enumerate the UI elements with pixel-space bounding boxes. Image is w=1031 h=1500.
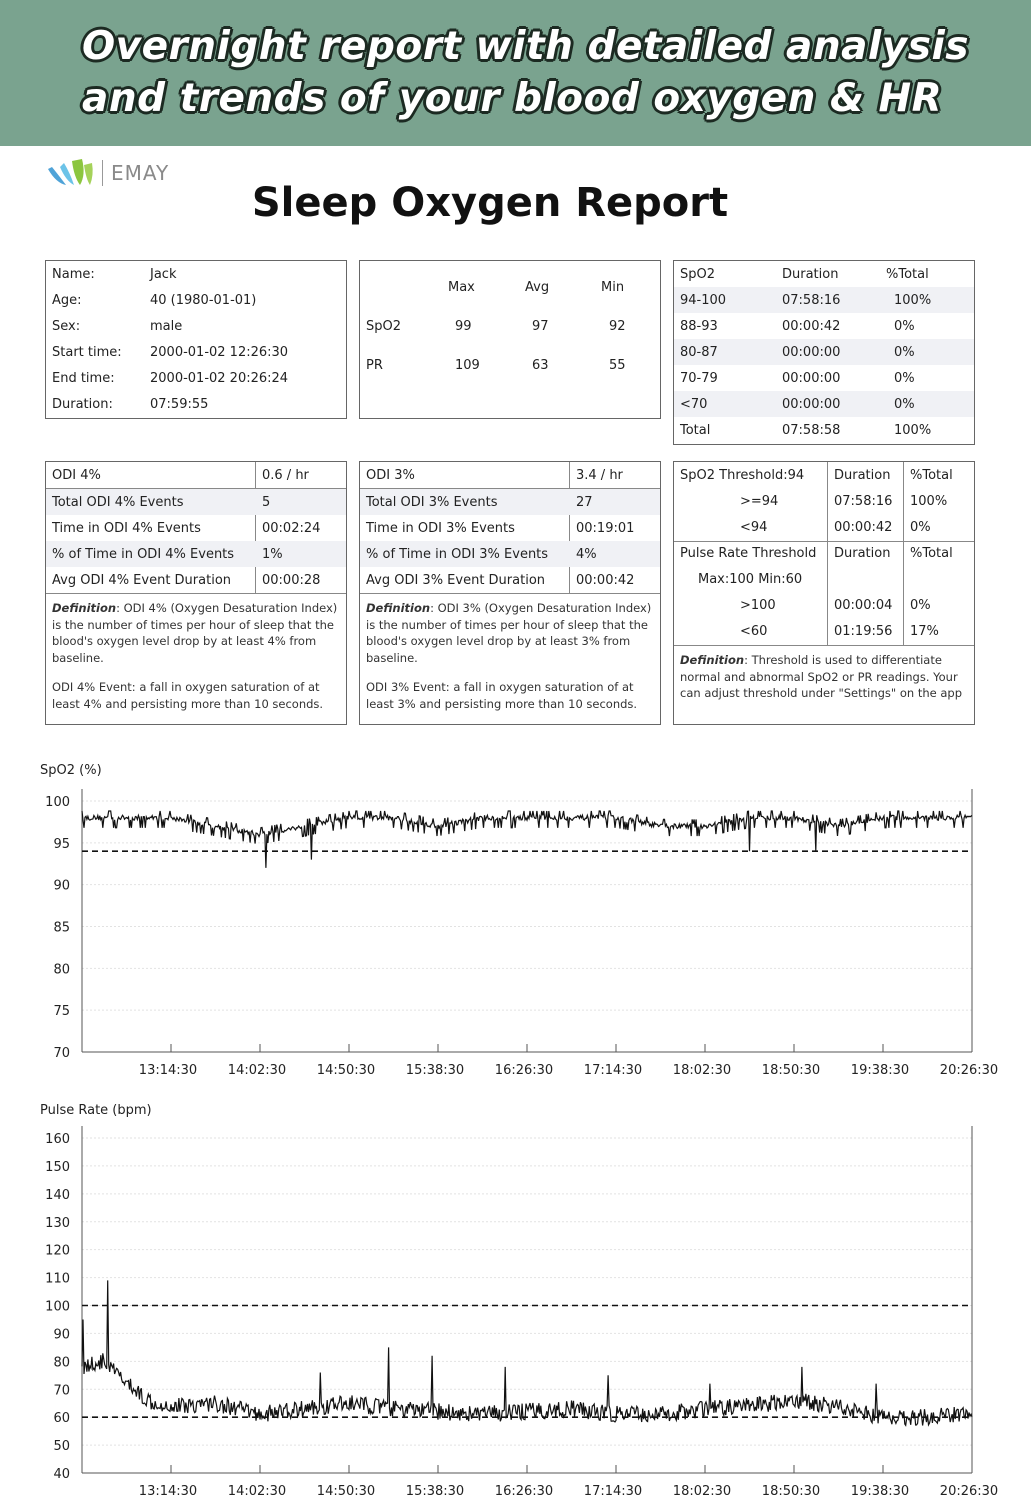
odi4-label: % of Time in ODI 4% Events [52,546,235,562]
sex-label: Sex: [52,319,81,334]
dist-duration: 07:58:16 [782,292,841,308]
y-tick-label: 80 [53,962,70,978]
odi3-value: 00:19:01 [576,520,635,536]
odi4-label: ODI 4% [52,467,101,483]
dist-duration: 00:00:42 [782,318,841,334]
dist-range: 94-100 [680,292,727,308]
spo2-threshold-percent: 0% [910,520,931,535]
table-row [674,417,974,443]
spo2-threshold-header: SpO2 Threshold:94 [680,468,805,483]
y-tick-label: 120 [45,1243,70,1259]
stats-header-min: Min [601,280,625,295]
odi3-value: 3.4 / hr [576,467,623,483]
odi4-label: Total ODI 4% Events [52,494,184,510]
dist-duration: 00:00:00 [782,396,841,412]
odi4-value: 1% [262,546,283,562]
end-value: 2000-01-02 20:26:24 [150,371,289,386]
banner-line-2: and trends of your blood oxygen & HR [82,76,943,121]
stats-pr-avg: 63 [532,358,549,373]
odi3-label: Total ODI 3% Events [366,494,498,510]
dist-duration: 00:00:00 [782,344,841,360]
series-line [82,811,972,868]
start-value: 2000-01-02 12:26:30 [150,345,289,360]
y-tick-label: 85 [53,920,70,936]
x-tick-label: 18:02:30 [672,1484,732,1499]
spo2-threshold-duration: 07:58:16 [834,494,893,509]
table-row [360,515,660,541]
y-tick-label: 50 [53,1439,70,1455]
sex-value: male [150,319,183,334]
spo2-threshold-range: >=94 [740,494,779,509]
spo2-distribution-box [673,260,975,445]
table-row [674,339,974,365]
table-row [674,365,974,391]
odi3-label: % of Time in ODI 3% Events [366,546,549,562]
definition-text: : ODI 4% (Oxygen Desaturation Index) is the number of times per hour of sleep that the blood's oxygen level drop by at least 4% from baseline. [52,601,338,665]
odi4-value: 0.6 / hr [262,467,309,483]
y-tick-label: 110 [45,1271,70,1287]
dist-range: <70 [680,396,708,412]
dist-header-total: %Total [886,266,929,282]
report-title: Sleep Oxygen Report [251,180,729,226]
x-tick-label: 15:38:30 [405,1484,465,1499]
dist-header-row [674,261,974,287]
dist-header-duration: Duration [782,266,839,282]
dist-range: 70-79 [680,370,718,386]
pr-threshold-duration-header: Duration [834,546,891,561]
pulse-rate-chart [0,1125,1031,1500]
odi4-value: 5 [262,494,271,510]
x-tick-label: 16:26:30 [494,1484,554,1499]
table-row [674,391,974,417]
odi3-label: Time in ODI 3% Events [366,520,515,536]
x-tick-label: 20:26:30 [939,1484,999,1499]
spo2-threshold-duration: 00:00:42 [834,520,893,535]
dist-percent: 0% [894,396,915,412]
name-label: Name: [52,267,95,282]
pr-threshold-total-header: %Total [910,546,953,561]
odi4-box [45,461,347,725]
stats-pr-min: 55 [609,358,626,373]
table-row [46,541,346,567]
patient-info-box [45,260,347,419]
y-tick-label: 70 [53,1046,70,1061]
table-row [360,541,660,567]
stats-spo2-avg: 97 [532,319,549,334]
spo2-threshold-range: <94 [740,520,768,535]
x-tick-label: 16:26:30 [494,1063,554,1078]
x-tick-label: 14:02:30 [227,1484,287,1499]
stats-box [359,260,661,419]
odi3-label: ODI 3% [366,467,415,483]
y-tick-label: 150 [45,1159,70,1175]
y-tick-label: 95 [53,836,70,852]
age-value: 40 (1980-01-01) [150,293,257,308]
definition-text: : Threshold is used to differentiate normal and abnormal SpO2 or PR readings. Your can adjust threshold under "Settings" on the app [680,653,963,700]
x-tick-label: 20:26:30 [939,1063,999,1078]
pr-threshold-percent: 17% [910,624,939,639]
start-label: Start time: [52,345,122,360]
odi3-label: Avg ODI 3% Event Duration [366,572,546,588]
y-tick-label: 90 [53,878,70,894]
table-row [360,567,660,593]
table-row [360,489,660,515]
threshold-box [673,461,975,725]
pr-threshold-duration: 00:00:04 [834,598,893,613]
odi3-value: 27 [576,494,593,510]
y-tick-label: 70 [53,1383,70,1399]
definition-title: Definition [680,653,745,667]
definition-text: : ODI 3% (Oxygen Desaturation Index) is the number of times per hour of sleep that the blood's oxygen level drop by at least 3% from baseline. [366,601,652,665]
age-label: Age: [52,293,82,308]
odi4-value: 00:00:28 [262,572,321,588]
table-row [674,287,974,313]
definition-title: Definition [366,601,431,615]
banner-line-1: Overnight report with detailed analysis [82,24,970,69]
pr-threshold-range: <60 [740,624,768,639]
y-tick-label: 75 [53,1004,70,1020]
definition-title: Definition [52,601,117,615]
x-tick-label: 18:50:30 [761,1484,821,1499]
odi4-definition [52,600,342,666]
table-row [46,515,346,541]
pr-threshold-percent: 0% [910,598,931,613]
y-tick-label: 100 [45,1299,70,1315]
spo2-threshold-duration-header: Duration [834,468,891,483]
y-tick-label: 60 [53,1411,70,1427]
dist-percent: 0% [894,344,915,360]
odi3-value: 00:00:42 [576,572,635,588]
odi4-label: Time in ODI 4% Events [52,520,201,536]
table-row [674,313,974,339]
y-tick-label: 40 [53,1467,70,1482]
x-tick-label: 13:14:30 [138,1063,198,1078]
series-line [82,1280,972,1425]
x-tick-label: 17:14:30 [583,1063,643,1078]
y-tick-label: 100 [45,795,70,810]
dist-percent: 100% [894,422,932,438]
y-tick-label: 130 [45,1215,70,1231]
y-tick-label: 140 [45,1187,70,1203]
x-tick-label: 18:50:30 [761,1063,821,1078]
header-banner [0,0,1031,146]
stats-pr-label: PR [366,358,383,373]
stats-header-max: Max [448,280,475,295]
duration-value: 07:59:55 [150,397,209,412]
x-tick-label: 15:38:30 [405,1063,465,1078]
x-tick-label: 13:14:30 [138,1484,198,1499]
x-tick-label: 14:50:30 [316,1484,376,1499]
pr-chart-ylabel: Pulse Rate (bpm) [40,1103,152,1118]
dist-duration: 07:58:58 [782,422,841,438]
x-tick-label: 19:38:30 [850,1063,910,1078]
spo2-threshold-percent: 100% [910,494,948,509]
dist-range: 88-93 [680,318,718,334]
stats-pr-max: 109 [455,358,480,373]
stats-spo2-min: 92 [609,319,626,334]
dist-percent: 0% [894,370,915,386]
duration-label: Duration: [52,397,113,412]
odi4-label: Avg ODI 4% Event Duration [52,572,232,588]
odi3-value: 4% [576,546,597,562]
logo-text: EMAY [111,161,170,185]
dist-duration: 00:00:00 [782,370,841,386]
name-value: Jack [150,267,177,282]
pr-threshold-header: Pulse Rate Threshold [680,546,817,561]
stats-spo2-label: SpO2 [366,319,402,334]
odi3-event-note: ODI 3% Event: a fall in oxygen saturation of at least 3% and persisting more than 10 seconds. [366,680,638,711]
y-tick-label: 90 [53,1327,70,1343]
table-row [46,489,346,515]
pr-threshold-range: >100 [740,598,776,613]
dist-header-spo2: SpO2 [680,266,716,282]
odi3-definition [366,600,656,666]
pr-threshold-range-note: Max:100 Min:60 [698,572,803,587]
table-row [46,462,346,488]
pr-threshold-duration: 01:19:56 [834,624,893,639]
odi3-box [359,461,661,725]
dist-percent: 100% [894,292,932,308]
dist-range: Total [680,422,711,438]
dist-range: 80-87 [680,344,718,360]
stats-spo2-max: 99 [455,319,472,334]
dist-percent: 0% [894,318,915,334]
odi4-event-note: ODI 4% Event: a fall in oxygen saturation of at least 4% and persisting more than 10 seconds. [52,680,324,711]
end-label: End time: [52,371,115,386]
threshold-definition [680,652,972,702]
spo2-chart-ylabel: SpO2 (%) [40,763,102,778]
x-tick-label: 18:02:30 [672,1063,732,1078]
stats-header-avg: Avg [525,280,550,295]
y-tick-label: 80 [53,1355,70,1371]
spo2-chart [0,785,1031,1115]
spo2-threshold-total-header: %Total [910,468,953,483]
x-tick-label: 14:02:30 [227,1063,287,1078]
x-tick-label: 19:38:30 [850,1484,910,1499]
x-tick-label: 14:50:30 [316,1063,376,1078]
y-tick-label: 160 [45,1132,70,1147]
table-row [360,462,660,488]
odi4-value: 00:02:24 [262,520,321,536]
table-row [46,567,346,593]
x-tick-label: 17:14:30 [583,1484,643,1499]
